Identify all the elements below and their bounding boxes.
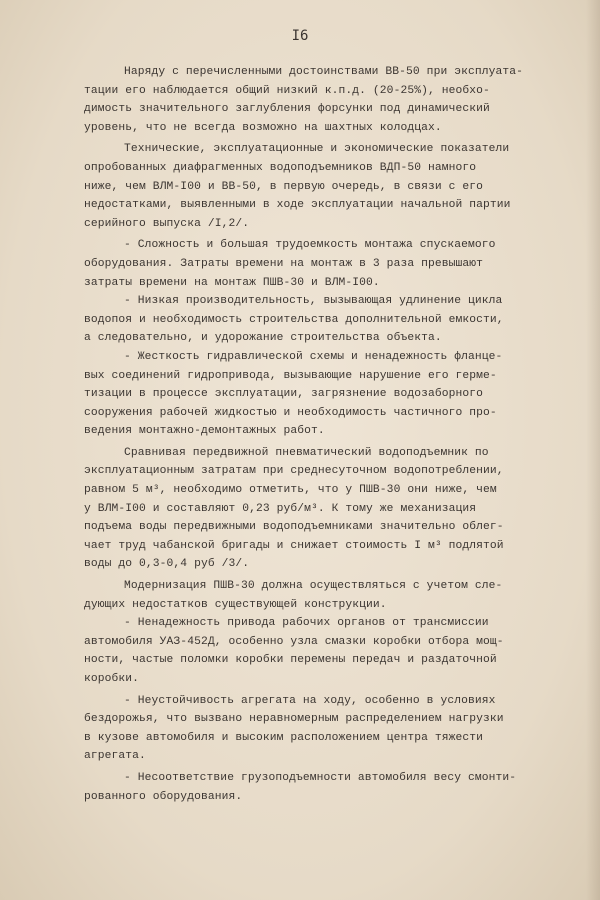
text-line: Технические, эксплуатационные и экономические показатели [124,143,510,156]
text-line: ности, частые поломки коробки перемены передач и раздаточной [84,654,497,667]
text-line: вых соединений гидропривода, вызывающие нарушение его герме- [84,369,497,382]
text-line: - Неустойчивость агрегата на ходу, особенно в условиях [124,694,496,707]
text-line: у ВЛМ-I00 и составляют 0,23 руб/м³. К тому же механизация [84,502,477,515]
text-line: недостатками, выявленными в ходе эксплуатации начальной партии [84,199,511,212]
text-line: равном 5 м³, необходимо отметить, что у ПШВ-30 они ниже, чем [84,484,497,497]
text-line: подъема воды передвижными водоподъемниками значительно облег- [84,521,504,534]
text-line: - Несоответствие грузоподъемности автомобиля весу смонти- [124,771,517,784]
body-text [84,63,564,806]
text-line: агрегата. [84,750,146,763]
text-line: уровень, что не всегда возможно на шахтных колодцах. [84,121,442,134]
text-line: ведения монтажно-демонтажных работ. [84,425,325,438]
text-line: оборудования. Затраты времени на монтаж в 3 раза превышают [84,257,483,270]
text-line: бездорожья, что вызвано неравномерным распределением нагрузки [84,713,504,726]
page-edge-shadow [586,0,600,900]
text-line: Наряду с перечисленными достоинствами ВВ-50 при эксплуата- [124,66,523,78]
text-line: дующих недостатков существующей конструкции. [84,598,387,611]
text-line: Модернизация ПШВ-30 должна осуществляться с учетом сле- [124,580,503,593]
text-line: автомобиля УАЗ-452Д, особенно узла смазки коробки отбора мощ- [84,635,504,648]
text-line: опробованных диафрагменных водоподъемников ВДП-50 намного [84,161,477,174]
text-line: - Низкая производительность, вызывающая удлинение цикла [124,295,503,308]
text-line: затраты времени на монтаж ПШВ-30 и ВЛМ-I00. [84,276,380,289]
text-line: сооружения рабочей жидкостью и необходимость частичного про- [84,406,497,419]
text-line: тизации в процессе эксплуатации, загрязнение водозаборного [84,388,483,401]
text-line: - Жесткость гидравлической схемы и ненадежность фланце- [124,350,503,363]
text-line: эксплуатационным затратам при среднесуточном водопотреблении, [84,465,504,478]
text-line: рованного оборудования. [84,790,243,803]
text-line: - Ненадежность привода рабочих органов от трансмиссии [124,617,489,630]
text-line: коробки. [84,673,140,685]
text-line: водопоя и необходимость строительства дополнительной емкости, [84,313,504,326]
page-number: I6 [291,28,309,44]
text-line: серийного выпуска /I,2/. [84,217,250,230]
text-line: ниже, чем ВЛМ-I00 и ВВ-50, в первую очередь, в связи с его [84,180,483,193]
text-line: чает труд чабанской бригады и снижает стоимость I м³ подлятой [84,539,504,552]
text-line: димость значительного заглубления форсунки под динамический [84,103,490,116]
text-line: тации его наблюдается общий низкий к.п.д. (20-25%), необхо- [84,84,490,97]
text-line: а следовательно, и удорожание строительства объекта. [84,332,442,345]
text-line: воды до 0,3-0,4 руб /3/. [84,558,250,571]
text-line: - Сложность и большая трудоемкость монтажа спускаемого [124,239,496,252]
text-line: в кузове автомобиля и высоким расположением центра тяжести [84,731,483,744]
text-line: Сравнивая передвижной пневматический водоподъемник по [124,446,489,459]
